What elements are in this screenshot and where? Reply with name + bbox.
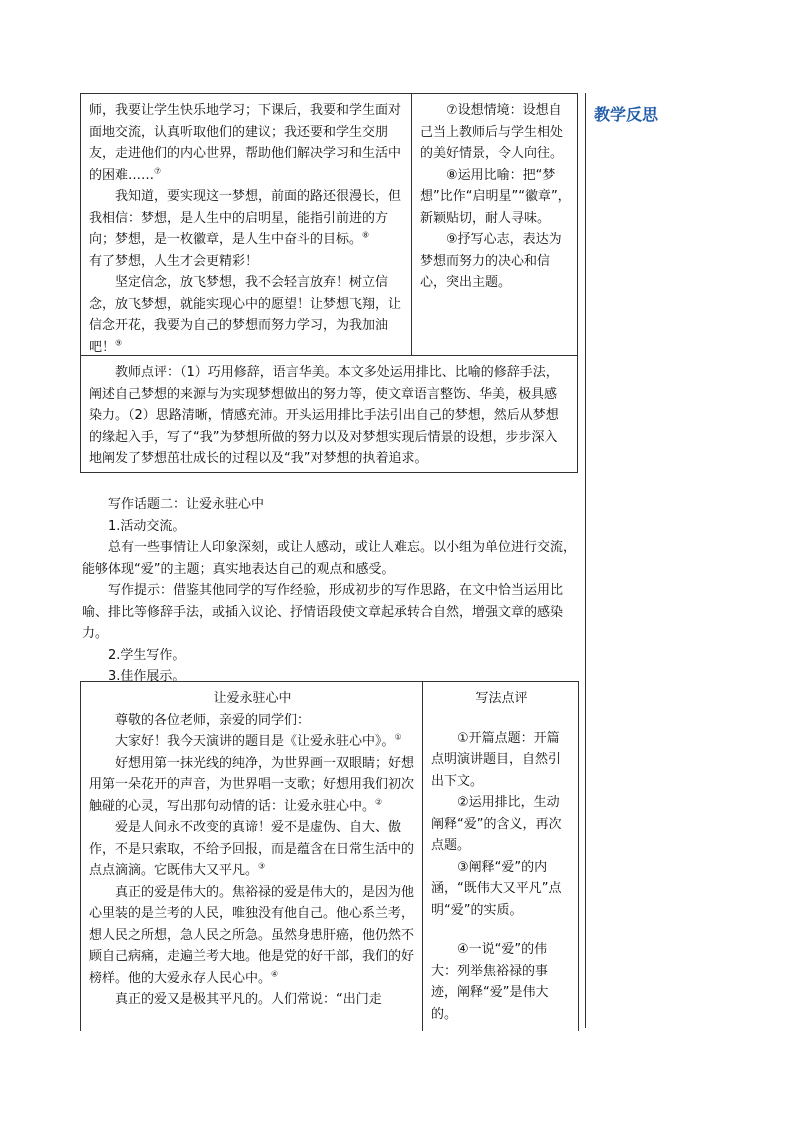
essay2-comment-title: 写法点评 [475, 691, 528, 706]
step-1-description: 总有一些事情让人印象深刻，或让人感动，或让人难忘。以小组为单位进行交流，能够体现“爱”的主题；真实地表达自己的观点和感受。 [82, 540, 577, 577]
essay2-para-1: 尊敬的各位老师，亲爱的同学们： [115, 712, 311, 728]
essay1-para-4: 坚定信念，放飞梦想，我不会轻言放弃！树立信念，放飞梦想，就能实现心中的愿望！让梦想飞翔，让信念开花，我要为自己的梦想而努力学习，为我加油吧！⑨ [89, 275, 402, 355]
teaching-reflection-title: 教学反思 [594, 105, 659, 124]
essay2-title: 让爱永驻心中 [213, 691, 292, 706]
essay1-body-cell [80, 93, 412, 356]
essay1-comment-8: ⑧运用比喻：把“梦想”比作“启明星”“徽章”，新颖贴切，耐人寻味。 [420, 167, 571, 226]
essay1-comment-cell [411, 93, 578, 356]
topic-title: 写作话题二：让爱永驻心中 [108, 497, 265, 512]
essay2-comment-cell [422, 681, 579, 1031]
essay2-para-2: 大家好！我今天演讲的题目是《让爱永驻心中》。① [115, 732, 402, 749]
step-3: 3.佳作展示。 [108, 669, 186, 684]
essay1-para-1: 师，我要让学生快乐地学习；下课后，我要和学生面对面地交流，认真听取他们的建议；我还要和学生交朋友，走进他们的内心世界，帮助他们解决学习和生活中的困难……⑦ [89, 103, 402, 183]
step-1: 1.活动交流。 [108, 518, 186, 534]
essay1-comment-7: ⑦设想情境：设想自己当上教师后与学生相处的美好情景，令人向往。 [420, 103, 564, 161]
step-2: 2.学生写作。 [108, 647, 186, 663]
essay1-para-3: 有了梦想，人生才会更精彩！ [89, 253, 259, 269]
essay2-comment-2: ②运用排比，生动阐释“爱”的含义，再次点题。 [431, 795, 562, 853]
essay2-comment-1: ①开篇点题：开篇点明演讲题目，自然引出下文。 [431, 730, 562, 789]
essay2-para-5: 真正的爱是伟大的。焦裕禄的爱是伟大的，是因为他心里装的是兰考的人民，唯独没有他自己。他心系兰考，想人民之所想，急人民之所急。虽然身患肝癌，他仍然不顾自己病痛，走遍兰考大地。他是党的好干部，我们的好榜样。他的大爱永存人民心中。④ [89, 884, 415, 986]
essay2-para-6: 真正的爱又是极其平凡的。人们常说：“出门走 [115, 992, 382, 1007]
writing-topic-section [82, 494, 582, 688]
writing-tips: 写作提示：借鉴其他同学的写作经验，形成初步的写作思路，在文中恰当运用比喻、排比等修辞手法，或插入议论、抒情语段使文章起承转合自然，增强文章的感染力。 [82, 583, 564, 641]
teacher-comment: 教师点评：（1）巧用修辞，语言华美。本文多处运用排比、比喻的修辞手法，阐述自己梦想的来源与为实现梦想做出的努力等，使文章语言整饬、华美，极具感染力。（2）思路清晰，情感充沛。开头运用排比手法引出自己的梦想，然后从梦想的缘起入手，写了“我”为梦想所做的努力以及对梦想实现后情景的设想，步步深入地阐发了梦想茁壮成长的过程以及“我”对梦想的执着追求。 [89, 365, 559, 466]
essay2-para-4: 爱是人间永不改变的真谛！爱不是虚伪、自大、傲作，不是只索取，不给予回报，而是蕴含在日常生活中的点点滴滴。它既伟大又平凡。③ [89, 820, 415, 878]
essay2-comment-3: ③阐释“爱”的内涵，“既伟大又平凡”点明“爱”的实质。 [431, 859, 562, 918]
essay2-body-cell [80, 681, 423, 1031]
teacher-comment-cell [80, 355, 578, 473]
essay1-para-2: 我知道，要实现这一梦想，前面的路还很漫长，但我相信：梦想，是人生中的启明星，能指引前进的方向；梦想，是一枚徽章，是人生中奋斗的目标。⑧ [89, 189, 402, 247]
essay1-comment-9: ⑨抒写心志，表达为梦想而努力的决心和信心，突出主题。 [420, 232, 562, 290]
essay2-para-3: 好想用第一抹光线的纯净，为世界画一双眼睛；好想用第一朵花开的声音，为世界唱一支歌；好想用我们初次触碰的心灵，写出那句动情的话：让爱永驻心中。② [89, 755, 415, 814]
essay2-comment-4: ④一说“爱”的伟大：列举焦裕禄的事迹，阐释“爱”是伟大的。 [431, 942, 549, 1022]
right-margin-line [585, 93, 586, 1028]
